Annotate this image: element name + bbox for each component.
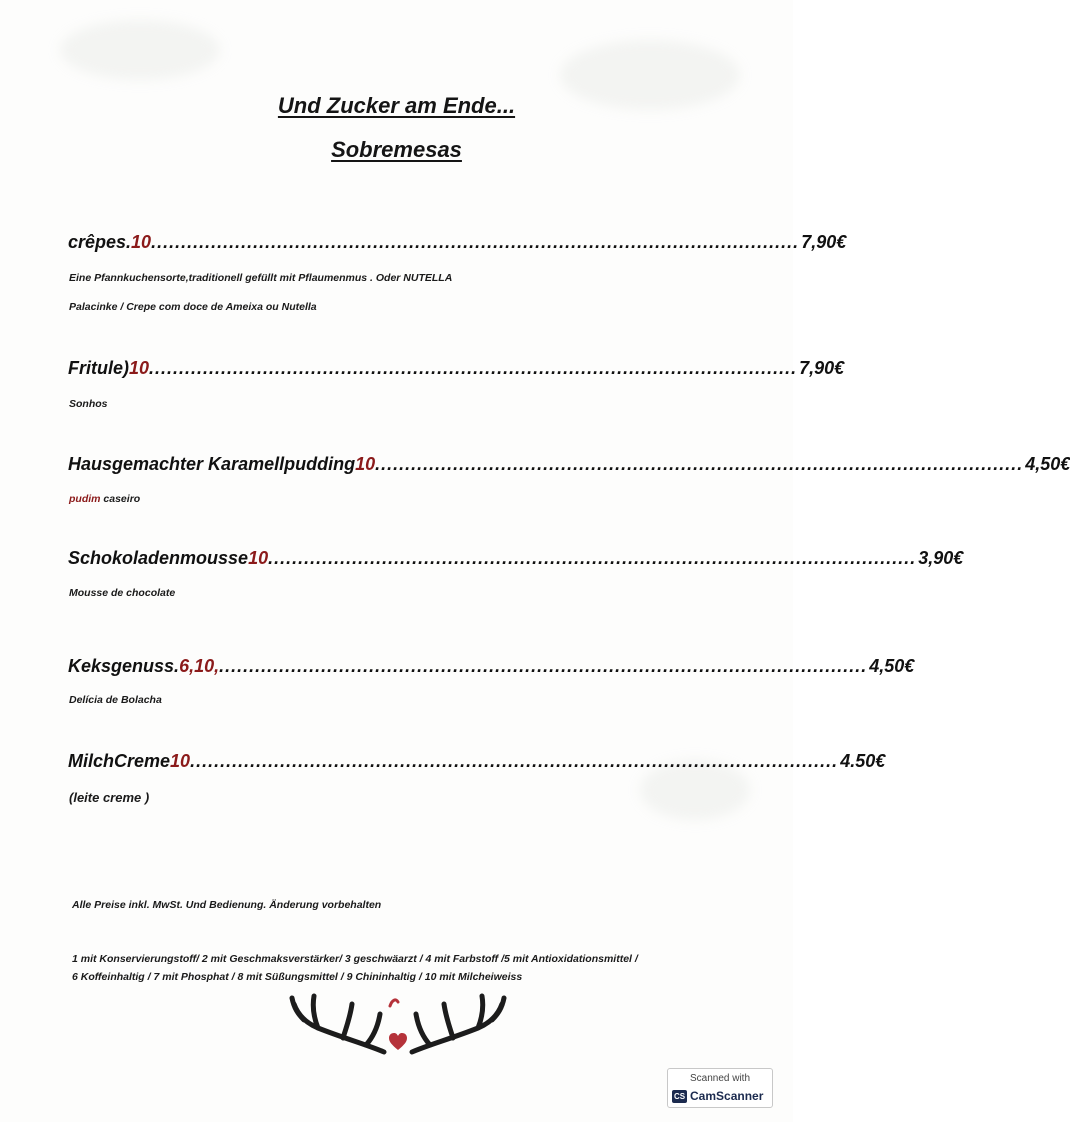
camscanner-watermark [667,1068,773,1108]
description-highlight: pudim [69,493,101,505]
item-description: Mousse de chocolate [69,587,176,599]
dot-leader: ............................................................................................................ [219,656,868,676]
item-name: Keksgenuss. [68,656,180,676]
additives-legend-line-2: 6 Koffeinhaltig / 7 mit Phosphat / 8 mit Süßungsmittel / 9 Chininhaltig / 10 mit Milcheiweiss [72,971,523,983]
menu-item-schokoladenmousse [68,548,964,574]
dot-leader: ............................................................................................................ [151,232,800,252]
item-price: 4.50€ [840,751,886,771]
item-allergen-codes: 6,10, [179,656,220,676]
item-name: Hausgemachter Karamellpudding [68,454,356,474]
subtitle-text: Sobremesas [331,137,462,162]
item-price: 7,90€ [801,232,847,252]
dot-leader: ............................................................................................................ [268,548,917,568]
camscanner-logo-icon: CS [673,1092,686,1101]
item-price: 3,90€ [918,548,964,568]
item-price: 7,90€ [799,358,845,378]
item-name: Fritule) [68,358,129,378]
item-allergen-codes: 10 [170,751,191,771]
item-price: 4,50€ [869,656,915,676]
menu-item-fritule [68,358,845,384]
price-note: Alle Preise inkl. MwSt. Und Bedienung. Änderung vorbehalten [72,899,382,911]
item-allergen-codes: 10 [355,454,376,474]
item-name: Schokoladenmousse [68,548,249,568]
item-description [69,493,140,505]
deer-antlers-heart-logo [288,990,508,1056]
item-description: Palacinke / Crepe com doce de Ameixa ou Nutella [69,301,317,313]
page-subtitle [0,137,793,163]
menu-item-keksgenuss [68,656,915,682]
item-description: Sonhos [69,398,108,410]
menu-item-crepes [68,232,847,258]
item-description: (leite creme ) [69,790,150,805]
watermark-brand: CamScanner [690,1089,764,1103]
dot-leader: ............................................................................................................ [149,358,798,378]
dot-leader: ............................................................................................................ [190,751,839,771]
title-text: Und Zucker am Ende... [277,93,516,118]
watermark-caption: Scanned with [689,1073,751,1084]
item-allergen-codes: 10 [129,358,150,378]
dot-leader: ............................................................................................................ [375,454,1024,474]
item-description: Eine Pfannkuchensorte,traditionell gefüllt mit Pflaumenmus . Oder NUTELLA [69,272,453,284]
menu-item-karamellpudding [68,454,1070,480]
description-rest: caseiro [100,493,141,505]
additives-legend-line-1: 1 mit Konservierungstoff/ 2 mit Geschmaksverstärker/ 3 geschwäarzt / 4 mit Farbstoff /5 mit Antioxidationsmittel / [72,953,638,965]
page-title [0,93,793,119]
menu-item-milchcreme [68,751,886,777]
item-name: crêpes. [68,232,132,252]
heart-icon [389,1033,407,1050]
item-description: Delícia de Bolacha [69,694,162,706]
item-price: 4,50€ [1025,454,1070,474]
item-name: MilchCreme [68,751,171,771]
item-allergen-codes: 10 [131,232,152,252]
item-allergen-codes: 10 [248,548,269,568]
scan-smudge [60,20,220,80]
